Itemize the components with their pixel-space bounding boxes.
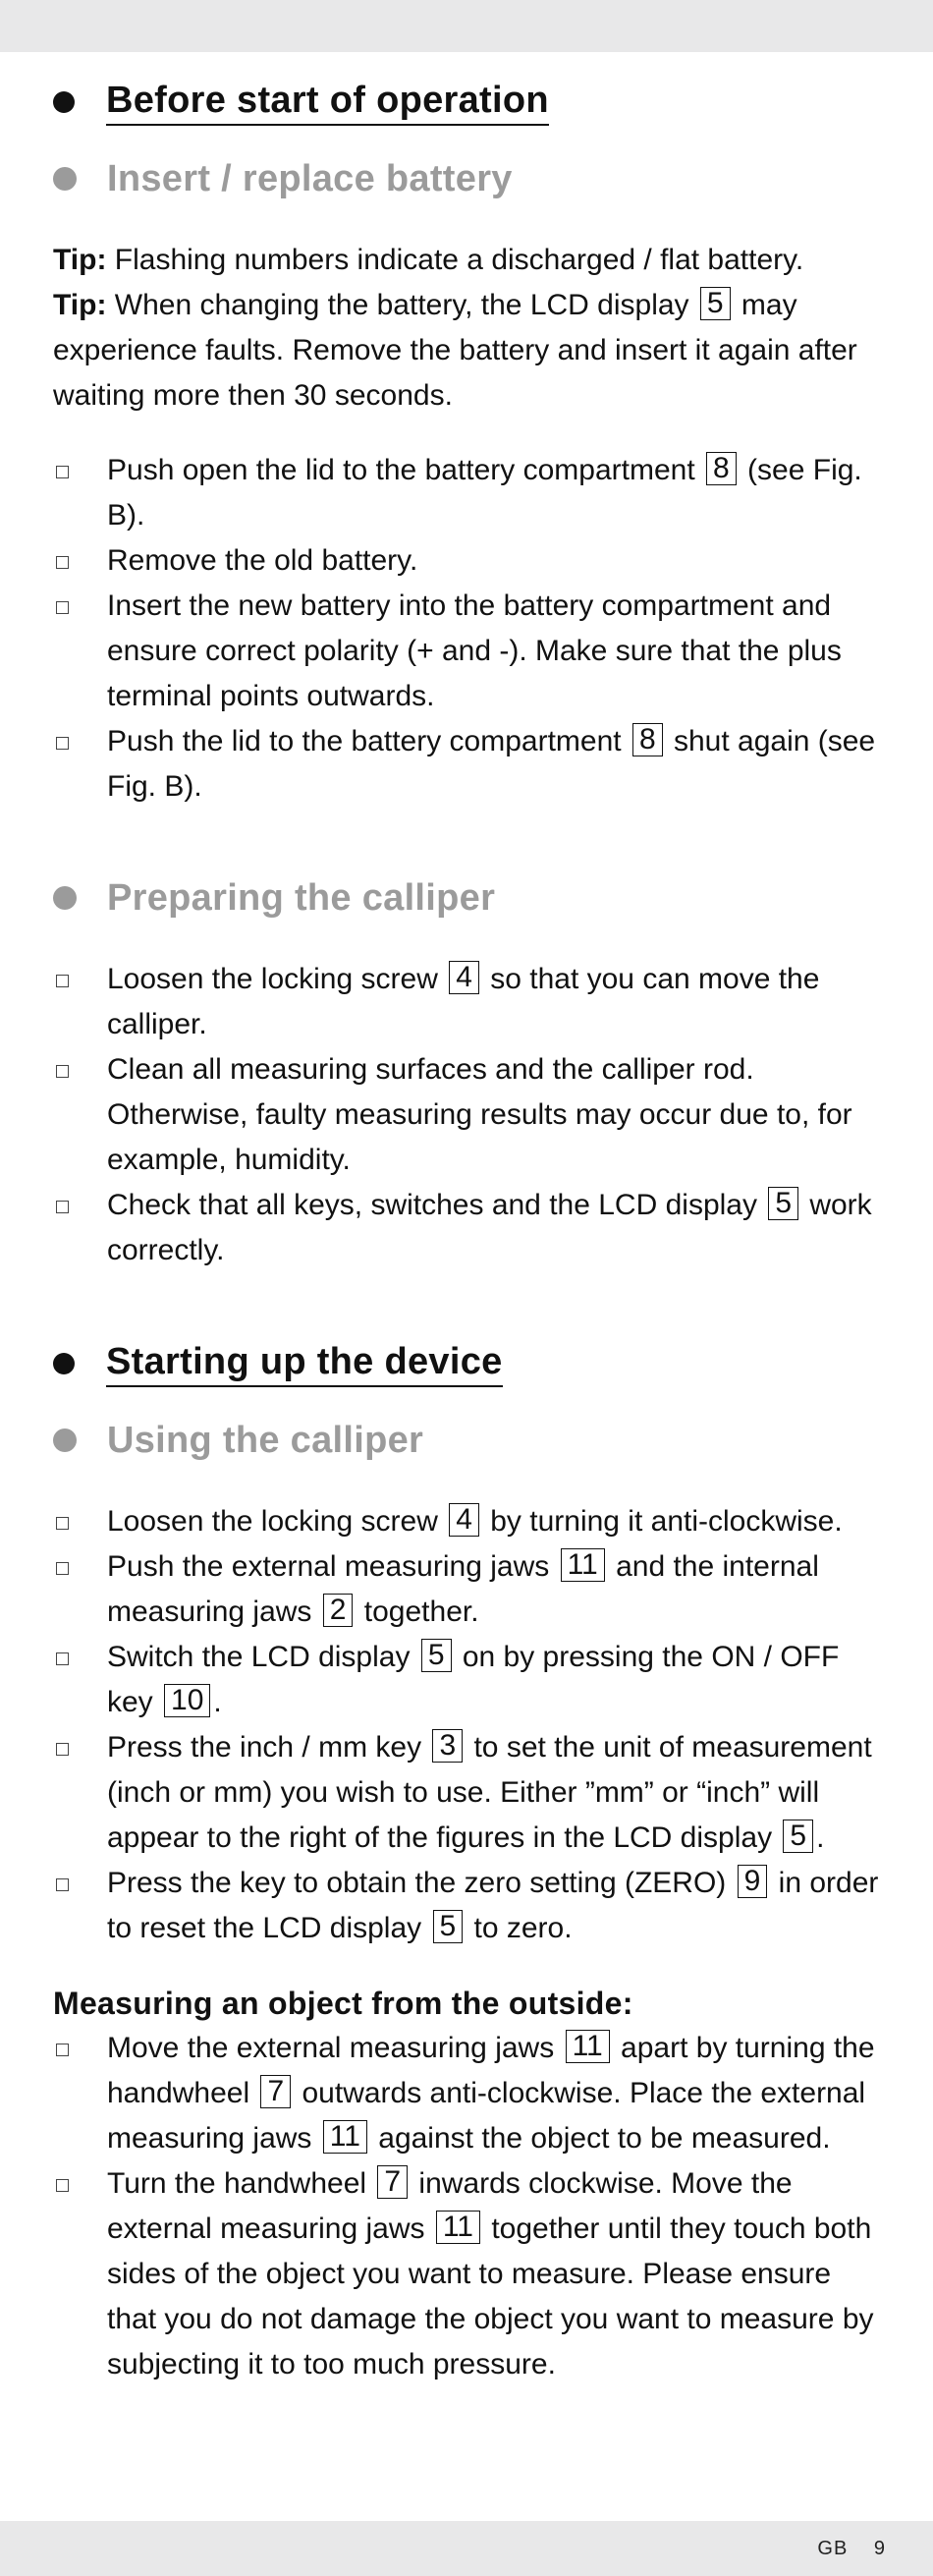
page-footer bbox=[817, 2521, 886, 2576]
checkbox-square-icon bbox=[56, 1743, 69, 1756]
footer-band bbox=[0, 2521, 933, 2576]
ref-box: 11 bbox=[566, 2030, 610, 2063]
subheading-text: Preparing the calliper bbox=[107, 876, 496, 919]
checkbox-square-icon bbox=[56, 1562, 69, 1575]
list-item: Loosen the locking screw 4 so that you can move the calliper. bbox=[53, 957, 884, 1047]
list-item: Push the lid to the battery compartment 8 shut again (see Fig. B). bbox=[53, 719, 884, 810]
subheading-text: Insert / replace battery bbox=[107, 157, 513, 199]
ref-box: 3 bbox=[432, 1729, 463, 1763]
list-item: Check that all keys, switches and the LCD display 5 work correctly. bbox=[53, 1183, 884, 1273]
checkbox-square-icon bbox=[56, 556, 69, 569]
heading-text: Starting up the device bbox=[106, 1340, 503, 1387]
ref-box: 7 bbox=[260, 2075, 291, 2108]
checkbox-square-icon bbox=[56, 466, 69, 478]
list-item: Press the inch / mm key 3 to set the unit of measurement (inch or mm) you wish to use. Either ”mm” or “inch” will appear to the right of the figures in the LCD display 5 . bbox=[53, 1725, 884, 1861]
list-item: Switch the LCD display 5 on by pressing the ON / OFF key 10 . bbox=[53, 1635, 884, 1725]
page-number: 9 bbox=[873, 2538, 886, 2559]
ref-box: 4 bbox=[449, 961, 479, 994]
list-item: Press the key to obtain the zero setting (ZERO) 9 in order to reset the LCD display 5 to zero. bbox=[53, 1861, 884, 1951]
list-item: Remove the old battery. bbox=[53, 538, 884, 584]
list-item: Insert the new battery into the battery compartment and ensure correct polarity (+ and -). Make sure that the plus terminal points outwards. bbox=[53, 584, 884, 719]
subheading-using bbox=[53, 1411, 884, 1470]
checkbox-square-icon bbox=[56, 2044, 69, 2056]
bullet-dot-icon bbox=[53, 167, 77, 191]
list-item: Turn the handwheel 7 inwards clockwise. Move the external measuring jaws 11 together until they touch both sides of the object you want to measure. Please ensure that you do not damage the object you want to measure by subjecting it to too much pressure. bbox=[53, 2161, 884, 2387]
checkbox-square-icon bbox=[56, 975, 69, 987]
bullet-dot-icon bbox=[53, 1428, 77, 1452]
ref-box: 8 bbox=[632, 723, 663, 756]
ref-box: 11 bbox=[561, 1548, 605, 1582]
checkbox-square-icon bbox=[56, 1652, 69, 1665]
heading-text: Before start of operation bbox=[106, 79, 549, 126]
ref-box: 2 bbox=[323, 1594, 354, 1627]
ref-box: 4 bbox=[449, 1503, 479, 1537]
use-steps-list bbox=[53, 1499, 884, 1951]
checkbox-square-icon bbox=[56, 2179, 69, 2192]
ref-box: 5 bbox=[768, 1187, 798, 1220]
bullet-dot-icon bbox=[53, 91, 75, 113]
bullet-dot-icon bbox=[53, 1353, 75, 1374]
checkbox-square-icon bbox=[56, 1201, 69, 1213]
ref-box: 5 bbox=[783, 1820, 813, 1853]
heading-starting-up bbox=[53, 1332, 884, 1395]
checkbox-square-icon bbox=[56, 601, 69, 614]
ref-box: 5 bbox=[421, 1639, 452, 1672]
list-item: Loosen the locking screw 4 by turning it anti-clockwise. bbox=[53, 1499, 884, 1544]
ref-box: 11 bbox=[436, 2211, 480, 2244]
language-code: GB bbox=[817, 2538, 849, 2559]
battery-steps-list bbox=[53, 448, 884, 810]
header-band bbox=[0, 0, 933, 52]
subheading-text: Using the calliper bbox=[107, 1419, 424, 1461]
outside-steps-list bbox=[53, 2026, 884, 2387]
measuring-outside-heading: Measuring an object from the outside: bbox=[53, 1986, 633, 2021]
subheading-preparing bbox=[53, 868, 884, 927]
checkbox-square-icon bbox=[56, 1065, 69, 1078]
ref-box: 8 bbox=[706, 452, 737, 485]
list-item: Clean all measuring surfaces and the calliper rod. Otherwise, faulty measuring results may occur due to, for example, humidity. bbox=[53, 1047, 884, 1183]
ref-box: 7 bbox=[377, 2165, 408, 2199]
checkbox-square-icon bbox=[56, 737, 69, 750]
list-item: Push open the lid to the battery compartment 8 (see Fig. B). bbox=[53, 448, 884, 538]
prep-steps-list bbox=[53, 957, 884, 1273]
heading-before-start bbox=[53, 71, 884, 134]
bullet-dot-icon bbox=[53, 886, 77, 910]
list-item: Push the external measuring jaws 11 and the internal measuring jaws 2 together. bbox=[53, 1544, 884, 1635]
ref-box: 5 bbox=[433, 1910, 464, 1943]
checkbox-square-icon bbox=[56, 1878, 69, 1891]
ref-box: 5 bbox=[700, 287, 731, 320]
list-item: Move the external measuring jaws 11 apart by turning the handwheel 7 outwards anti-clockwise. Place the external measuring jaws 11 against the object to be measured. bbox=[53, 2026, 884, 2161]
ref-box: 10 bbox=[164, 1684, 210, 1717]
ref-box: 9 bbox=[738, 1865, 768, 1898]
tip-paragraph: Tip: Flashing numbers indicate a discharged / flat battery. Tip: When changing the battery, the LCD display 5 may experience faults. Remove the battery and insert it again after waiting more then 30 seconds. bbox=[53, 244, 857, 412]
page-content bbox=[53, 71, 884, 2387]
ref-box: 11 bbox=[323, 2120, 367, 2154]
subheading-insert-battery bbox=[53, 149, 884, 208]
checkbox-square-icon bbox=[56, 1517, 69, 1530]
